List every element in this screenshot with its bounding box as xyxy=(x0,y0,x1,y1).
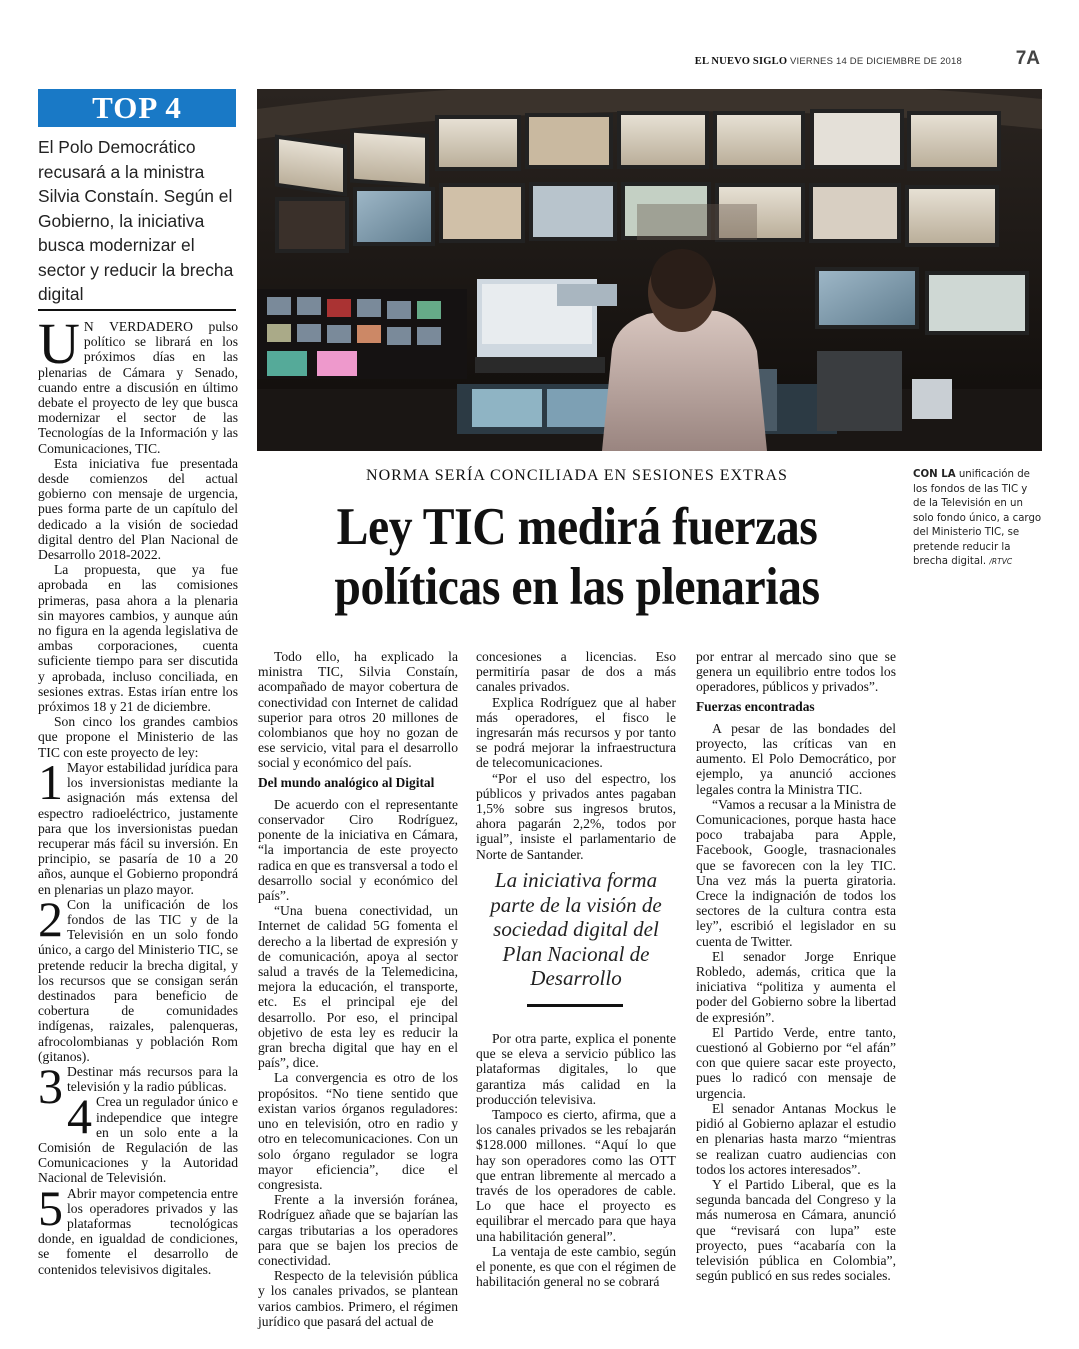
item-number: 1 xyxy=(38,753,63,810)
headline-line-1: Ley TIC medirá fuerzas xyxy=(336,498,818,556)
kicker: NORMA SERÍA CONCILIADA EN SESIONES EXTRAS xyxy=(366,467,788,484)
paragraph: El Partido Verde, entre tanto, cuestionó al Gobierno por “el afán” con que quiere sacar este proyecto, pues lo radicó con mensaje de urgencia. xyxy=(696,1024,896,1101)
brand-name: EL NUEVO SIGLO xyxy=(694,56,788,67)
subheading: Fuerzas encontradas xyxy=(696,698,815,714)
item-number: 4 xyxy=(67,1088,92,1145)
list-item-2: 2 Con la unificación de los fondos de las TIC y de la Televisión en un solo fondo único, a cargo del Ministerio TIC, se pretende reducir la brecha digital, y los recursos que se consigan serán destinados para beneficio de cobertura de comunidades indígenas, raizales, palenqueras, afrocolombianas y población Rom (gitanos). xyxy=(38,890,238,1064)
lead-paragraph: U N VERDADERO pulso político se librará en los próximos días en las plenarias de Cámara y Senado, cuando entre a discusión en último debate el proyecto de ley que busca modernizar el sector de las Tecnologías de la Información y las Comunicaciones, TIC. xyxy=(38,311,238,456)
paragraph: Son cinco los grandes cambios que propone el Ministerio de las TIC con este proyecto de ley: xyxy=(38,714,238,760)
paragraph: “Una buena conectividad, un Internet de calidad 5G fomenta el derecho a la libertad de expresión y de comunicación, apoya al sector salud a través de la Telemedicina, mejora la educación, el transporte, etc. Es el principal eje del desarrollo. Por eso, el principal objetivo de esta ley es reducir la gran brecha digital que hay en el país”, dice. xyxy=(258,903,458,1071)
item-number: 2 xyxy=(38,890,63,947)
photo-illustration xyxy=(257,89,1042,451)
paragraph: Explica Rodríguez que al haber más operadores, el fisco le ingresarán más recursos y por tanto se podrá mejorar la infraestructura de telecomunicaciones. xyxy=(476,694,676,771)
paragraph: Esta iniciativa fue presentada desde comienzos del actual gobierno con mensaje de urgencia, pues forma parte de un capítulo del dedicado a la visión de sociedad digital dentro del Plan Nacional de Desarrollo 2018-2022. xyxy=(38,455,238,563)
drop-cap: U xyxy=(38,311,80,376)
paragraph: Tampoco es cierto, afirma, que a los canales privados se les rebajarán $128.000 millones. “Aquí lo que hay son operadores como las OTT que entran libremente al mercado a través de los operadores de cable. Lo que hace el proyecto es equilibrar el mercado para que haya una habilitación general”. xyxy=(476,1107,676,1244)
paragraph: Todo ello, ha explicado la ministra TIC, Silvia Constaín, acompañado de mayor cobertura de conectividad con Internet de calidad superior para otros 20 millones de colombianos que hoy no gozan de ese servicio, vital para el desarrollo social y económico del país. xyxy=(258,649,458,771)
control-room-photo xyxy=(257,89,1042,451)
paragraph: El senador Antanas Mockus le pidió al Gobierno aplazar el estudio en plenarias hasta marzo “mientras se realizan cuatro audiencias con todos los actores interesados”. xyxy=(696,1100,896,1177)
paragraph: La ventaja de este cambio, según el ponente, es que con el régimen de habilitación general no se cobrará xyxy=(476,1243,676,1290)
paragraph: La convergencia es otro de los propósitos. “No tiene sentido que existan varios órganos reguladores: uno en televisión, otro en radio y otro en telecomunicaciones. Con un solo órgano regulador se logra mayor eficiencia”, dice el congresista. xyxy=(258,1070,458,1192)
article-column-3-lower xyxy=(476,1031,676,1289)
article-column-3 xyxy=(476,649,676,862)
list-item-1: 1 Mayor estabilidad jurídica para los inversionistas mediante la asignación más extensa del espectro radioeléctrico, justamente para que los inversionistas puedan recuperar más fácil su inversión. En principio, se pasaría de 10 a 20 años, aunque el Gobierno propondrá en plenarias un plazo mayor. xyxy=(38,753,238,897)
photo-caption xyxy=(913,468,1043,570)
masthead xyxy=(40,48,1040,70)
paragraph: concesiones a licencias. Eso permitiría pasar de dos a más canales privados. xyxy=(476,649,676,695)
caption-text: unificación de los fondos de las TIC y de la Televisión en un solo fondo único, a cargo del Ministerio TIC, se pretende reducir la brecha digital. xyxy=(913,469,1042,567)
top4-summary: El Polo Democrático recusará a la ministra Silvia Constaín. Según el Gobierno, la iniciativa busca modernizar el sector y reducir la brecha digital xyxy=(38,137,234,304)
paragraph: De acuerdo con el representante conservador Ciro Rodríguez, ponente de la iniciativa en Cámara, “la importancia de este proyecto radica en que es transversal a todo el desarrollo social y económico del país”. xyxy=(258,796,458,904)
article-column-2 xyxy=(258,649,458,1329)
caption-lead: CON LA xyxy=(913,469,956,480)
page-number: 7A xyxy=(1015,48,1040,69)
paragraph: A pesar de las bondades del proyecto, las críticas van en aumento. El Polo Democrático, por ejemplo, ya anunció acciones legales contra la Ministra TIC. xyxy=(696,720,896,797)
pull-quote: La iniciativa forma parte de la visión de sociedad digital del Plan Nacional de Desarrollo xyxy=(490,868,662,990)
article-column-1 xyxy=(38,311,238,1277)
article-column-4 xyxy=(696,649,896,1283)
paragraph: Respecto de la televisión pública y los canales privados, se plantean varios cambios. Primero, el régimen jurídico que pasará del actual de xyxy=(258,1268,458,1329)
subheading: Del mundo analógico al Digital xyxy=(258,774,435,790)
item-number: 3 xyxy=(38,1057,63,1114)
pull-quote-rule xyxy=(527,1004,623,1007)
paragraph: Y el Partido Liberal, que es la segunda bancada del Congreso y la más numerosa en Cámara, anunció que “revisará con lupa” este proyecto, pues “acabaría con la televisión pública en Colombia”, según publicó en sus redes sociales. xyxy=(696,1176,896,1284)
headline xyxy=(289,497,865,617)
list-item-5: 5 Abrir mayor competencia entre los operadores privados y las plataformas tecnológicas donde, en igualdad de condiciones, se fomente el desarrollo de contenidos televisivos digitales. xyxy=(38,1179,238,1277)
list-item-3: 3 Destinar más recursos para la televisión y la radio públicas. xyxy=(38,1057,238,1114)
item-number: 5 xyxy=(38,1179,63,1236)
paragraph: Frente a la inversión foránea, Rodríguez añade que se bajarían las cargas tributarias a los operadores para que se bajen los precios de conectividad. xyxy=(258,1192,458,1268)
paragraph: “Vamos a recusar a la Ministra de Comunicaciones, porque hasta hace poco trabajaba para Apple, Facebook, Google, trasnacionales que se favorecen con la ley TIC. Una vez más la puerta giratoria. Crece la indignación de todos los sectores de la cultura contra esta ley”, escribió el legislador en su cuenta de Twitter. xyxy=(696,796,896,949)
paragraph: La propuesta, que ya fue aprobada en las comisiones primeras, pasa ahora a la plenaria sin mayores cambios, y aunque aún no figura en la agenda legislativa de ambas corporaciones, cuenta suficiente tiempo para ser discutida y aprobada, incluso conciliada, en sesiones extras. Estas irían entre los próximos 18 y 21 de diciembre. xyxy=(38,562,238,715)
photo-credit: /RTVC xyxy=(989,557,1013,566)
top4-badge: TOP 4 xyxy=(38,89,236,127)
paragraph: “Por el uso del espectro, los públicos y privados antes pagaban 1,5% sobre sus ingresos brutos, ahora pagarán 2,2%, todos por igual”, insiste el parlamentario de Norte de Santander. xyxy=(476,770,676,862)
issue-date: VIERNES 14 DE DICIEMBRE DE 2018 xyxy=(790,56,962,67)
paragraph: por entrar al mercado sino que se genera un equilibrio entre todos los operadores, públicos y privados”. xyxy=(696,649,896,695)
headline-line-2: políticas en las plenarias xyxy=(334,558,820,616)
paragraph: El senador Jorge Enrique Robledo, además, critica que la iniciativa “politiza y aumenta el poder del Gobierno sobre la libertad de expresión”. xyxy=(696,948,896,1025)
paragraph: Por otra parte, explica el ponente que se eleva a servicio público las plataformas digitales, lo que garantiza más calidad en la producción televisiva. xyxy=(476,1031,676,1107)
list-item-4: 4 Crea un regulador único e independice que integre en un solo ente a la Comisión de Regulación de las Comunicaciones y la Autoridad Nacional de Televisión. xyxy=(38,1088,238,1186)
